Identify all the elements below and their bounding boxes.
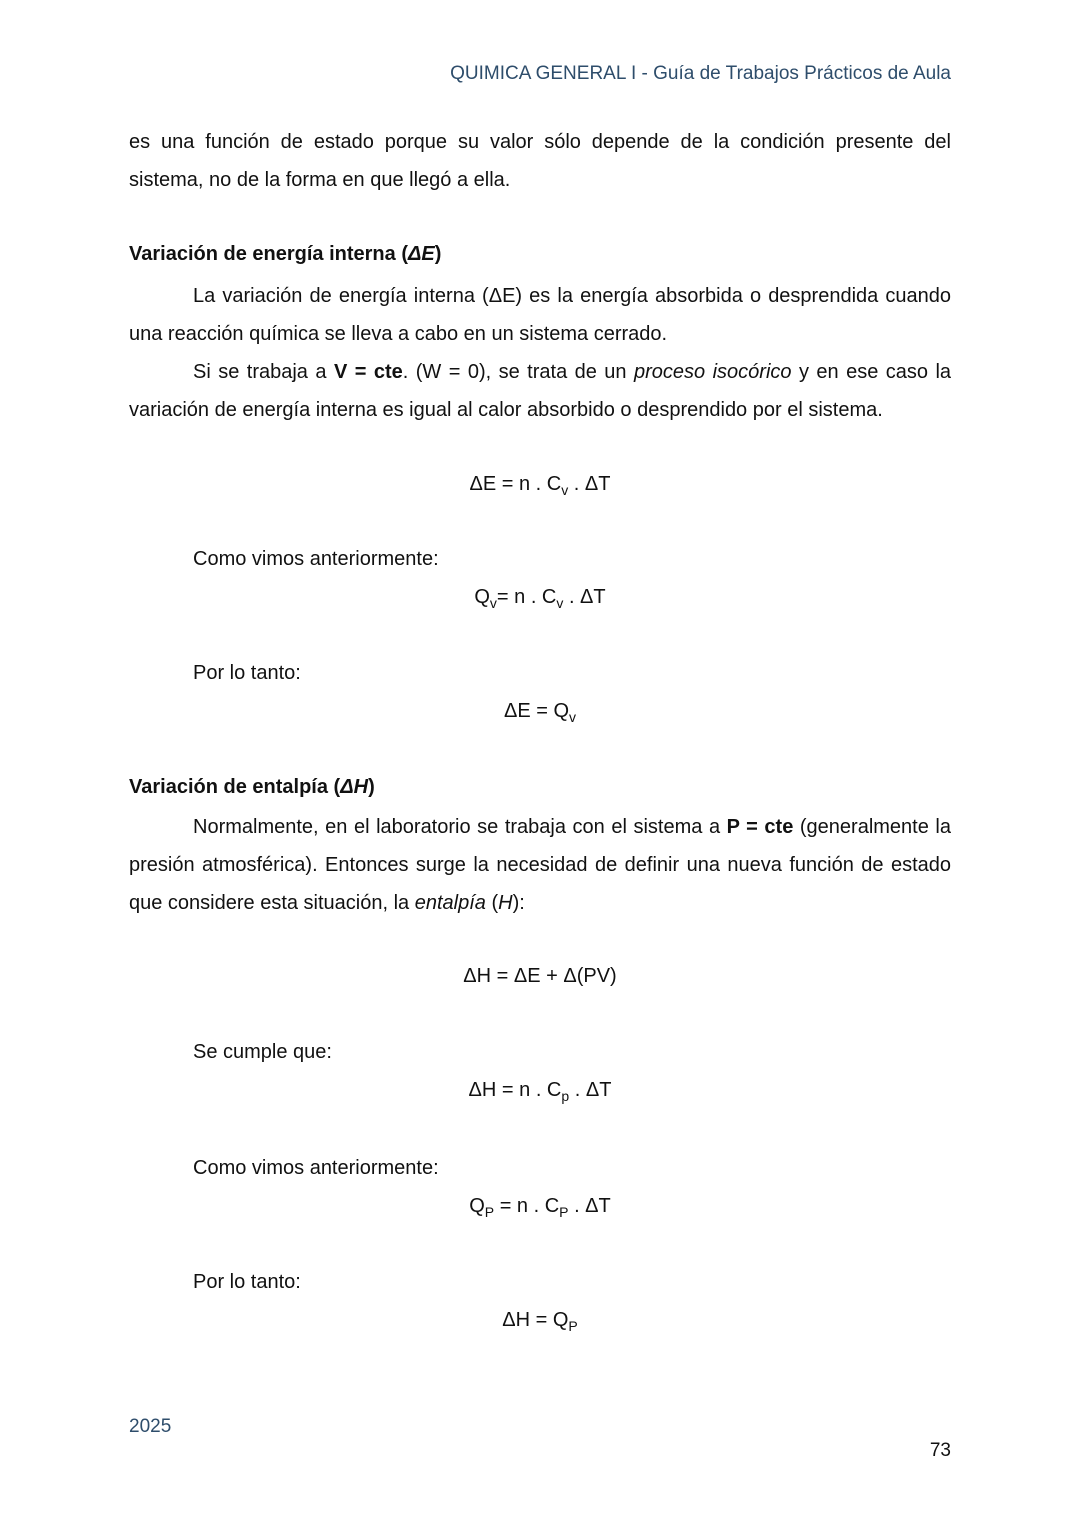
intro-paragraph: es una función de estado porque su valor sólo depende de la condición presente del sistema, no de la forma en que llegó a ella. [129, 131, 951, 191]
footer-year: 2025 [129, 1416, 172, 1437]
equation-delta-e-equals-qv: $\Delta E = Q_v$ [503, 700, 577, 725]
equation-qv: $Q_v= n$ . $C_v$ . ΔT [474, 586, 606, 611]
equation-qp: $Q_P = n$ . $C_P$ . ΔT [469, 1195, 611, 1220]
page-number: 73 [929, 1440, 951, 1461]
label-holds: Se cumple que: [193, 1041, 332, 1063]
equation-delta-h-cp: ΔH = n . $C_p$ . ΔT [468, 1079, 612, 1104]
equation-delta-h-equals-qp: $\Delta H = Q_P$ [502, 1309, 578, 1334]
label-as-seen-before: Como vimos anteriormente: [193, 548, 439, 570]
label-therefore: Por lo tanto: [193, 662, 301, 684]
section-heading-internal-energy: Variación de energía interna (ΔE) [129, 243, 442, 265]
label-therefore-2: Por lo tanto: [193, 1271, 301, 1293]
running-header: QUIMICA GENERAL I - Guía de Trabajos Prácticos de Aula [450, 63, 951, 84]
label-as-seen-before-2: Como vimos anteriormente: [193, 1157, 439, 1179]
equation-delta-e: ΔE = n . $C_v$ . ΔT [469, 473, 611, 498]
paragraph-enthalpy-definition: Normalmente, en el laboratorio se trabaja con el sistema a P = cte (generalmente la presión atmosférica). Entonces surge la necesidad de definir una nueva función de estado que considere esta situación, la entalpía (H): [129, 816, 951, 914]
paragraph-internal-energy-definition: La variación de energía interna (ΔE) es la energía absorbida o desprendida cuando una reacción química se lleva a cabo en un sistema cerrado. [129, 285, 951, 345]
equation-delta-h-definition: ΔH = ΔE + Δ(PV) [463, 965, 617, 987]
paragraph-isochoric: Si se trabaja a V = cte. (W = 0), se trata de un proceso isocórico y en ese caso la variación de energía interna es igual al calor absorbido o desprendido por el sistema. [129, 361, 952, 421]
section-heading-enthalpy: Variación de entalpía (ΔH) [129, 776, 375, 798]
